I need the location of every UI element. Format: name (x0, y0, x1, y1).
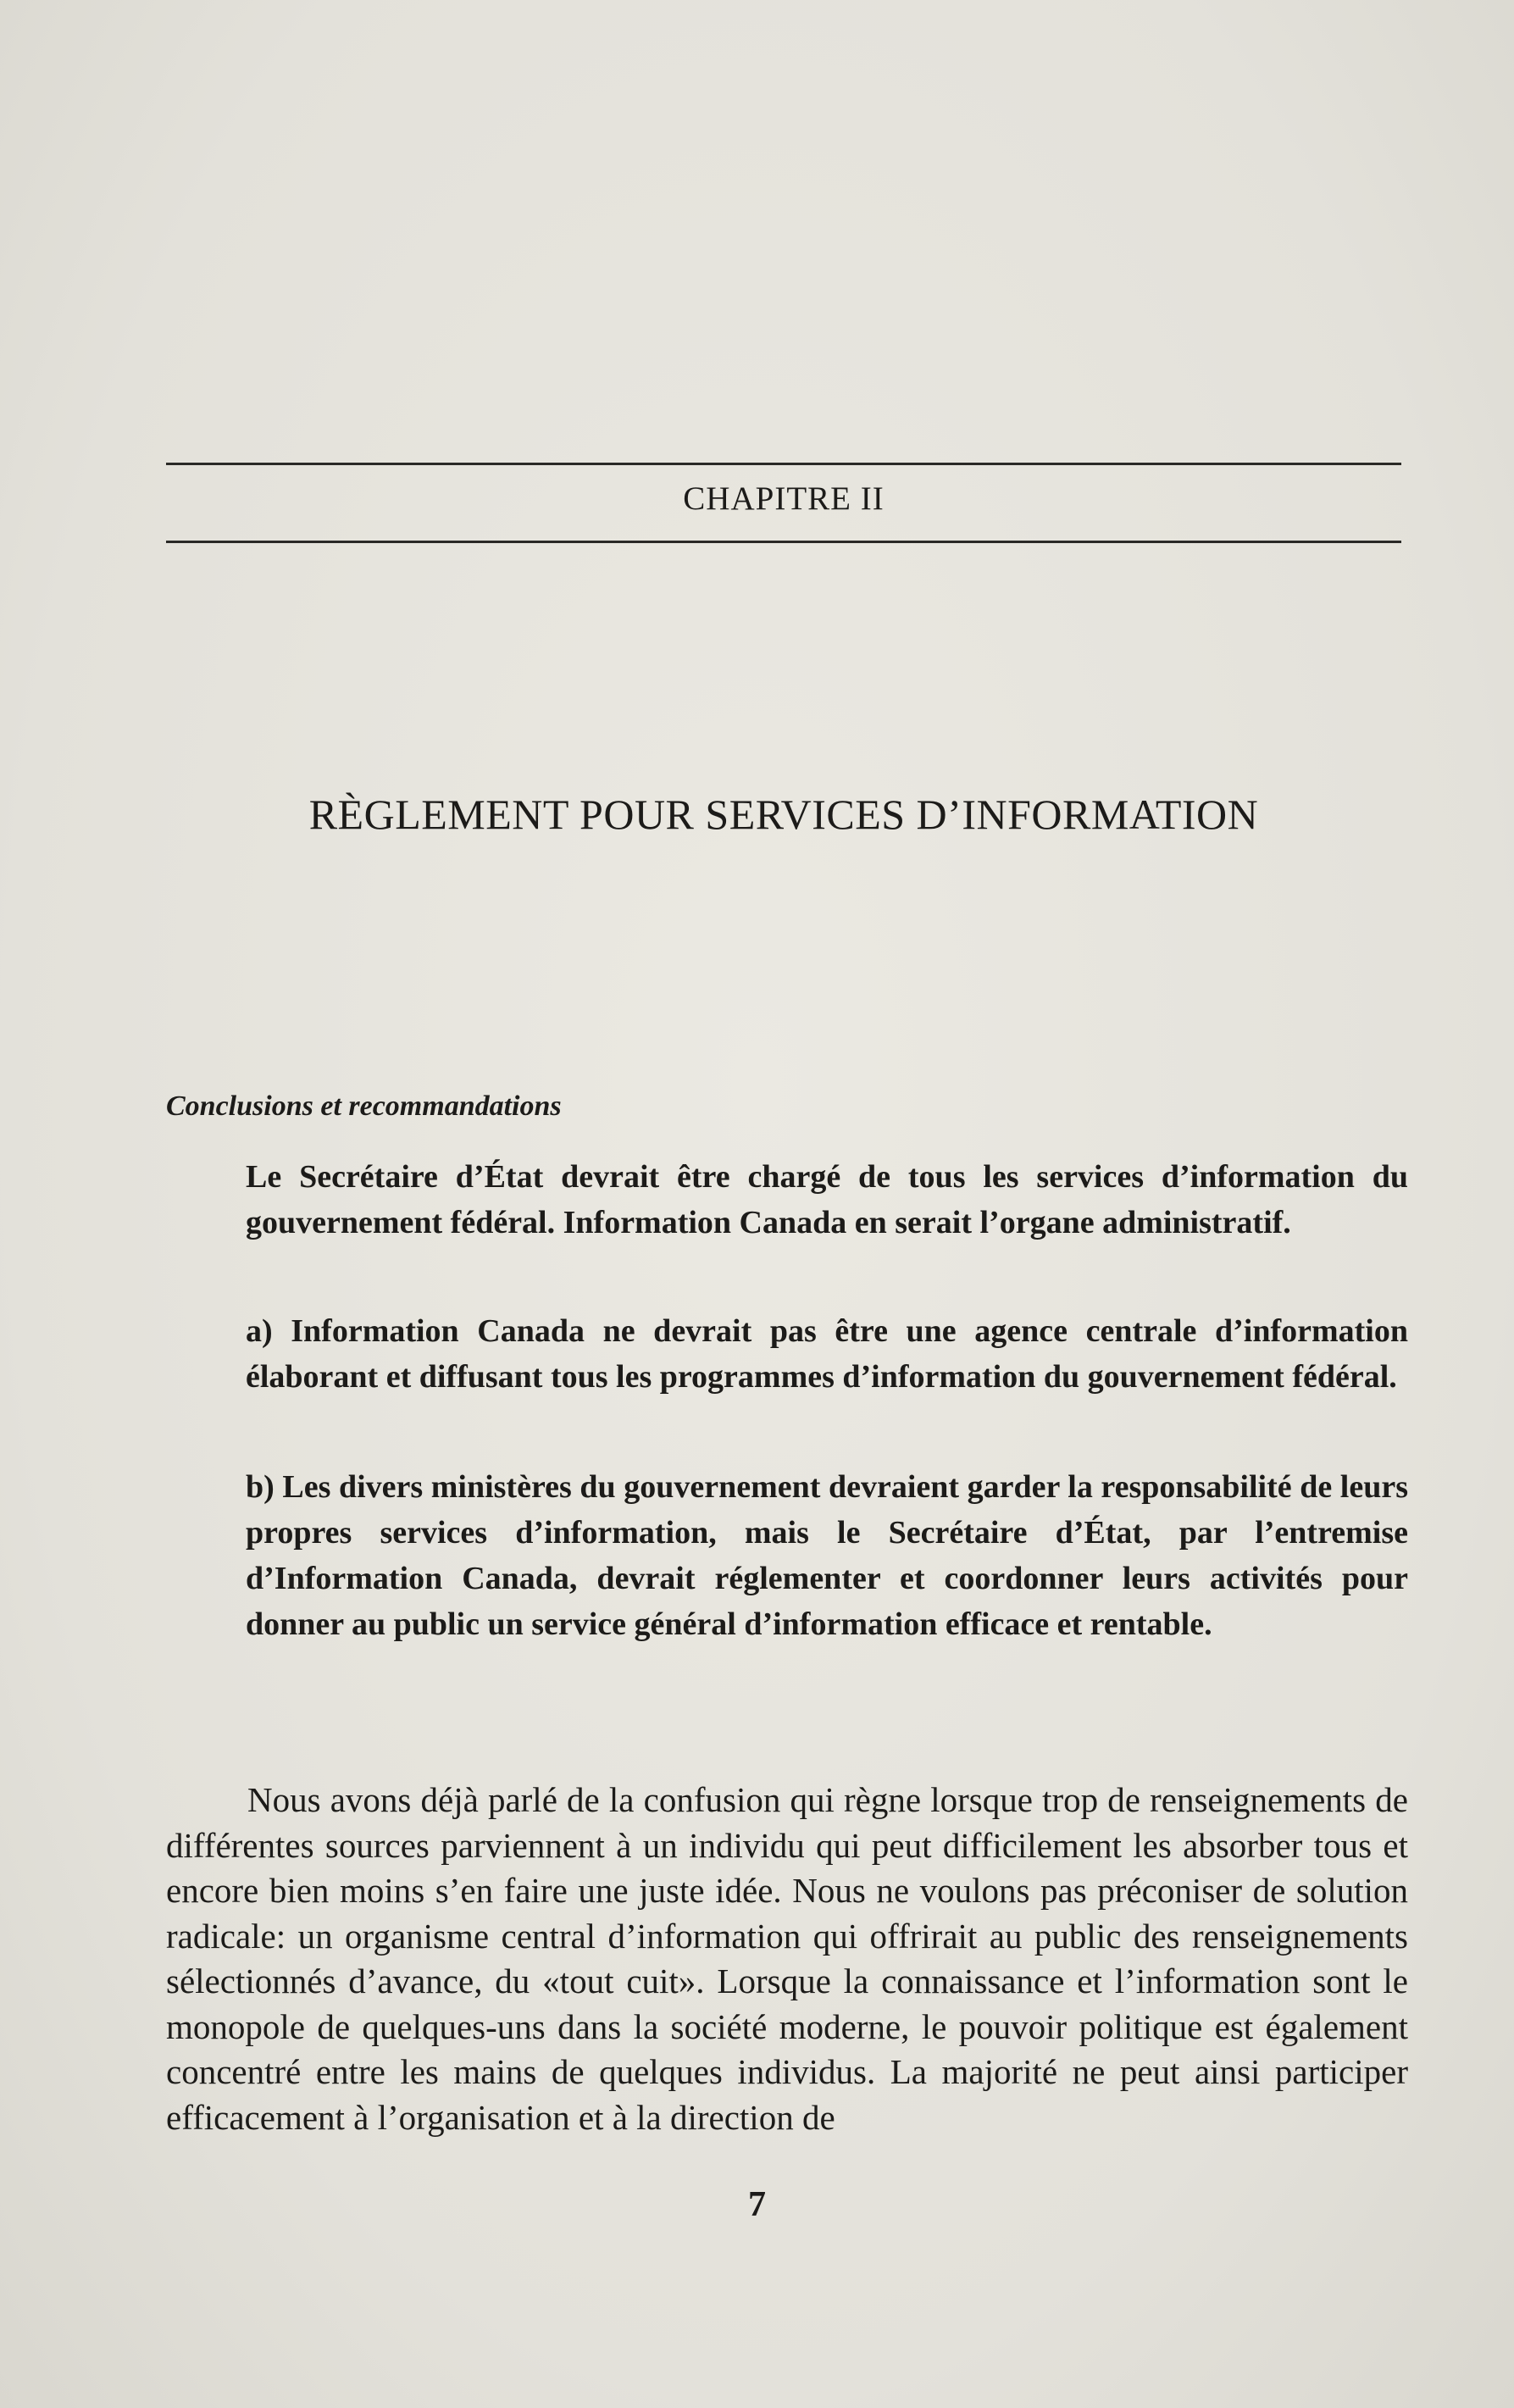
body-paragraph: Nous avons déjà parlé de la confusion qui règne lorsque trop de renseignements de différentes sources parviennent à un individu qui peut difficilement les absorber tous et encore bien moins s’en faire une juste idée. Nous ne voulons pas préconiser de solution radicale: un organisme central d’information qui offrirait au public des renseignements sélectionnés d’avance, du «tout cuit». Lorsque la connaissance et l’information sont le monopole de quelques-uns dans la société moderne, le pouvoir politique est également concentré entre les mains de quelques individus. La majorité ne peut ainsi participer efficacement à l’organisation et à la direction de (166, 1780, 1408, 2137)
conclusions-heading: Conclusions et recommandations (166, 1090, 562, 1122)
recommendation-a: a) Information Canada ne devrait pas être une agence centrale d’information élaborant et diffusant tous les programmes d’information du gouvernement fédéral. (246, 1313, 1408, 1395)
chapter-label: CHAPITRE II (683, 480, 885, 517)
recommendation-main: Le Secrétaire d’État devrait être chargé de tous les services d’information du gouvernement fédéral. Information Canada en serait l’organe administratif. (246, 1159, 1408, 1240)
chapter-top-rule (166, 463, 1401, 465)
recommendation-b: b) Les divers ministères du gouvernement devraient garder la responsabilité de leurs propres services d’information, mais le Secrétaire d’État, par l’entremise d’Information Canada, devrait réglementer et coordonner leurs activités pour donner au public un service général d’information efficace et rentable. (246, 1469, 1408, 1642)
chapter-bottom-rule (166, 541, 1401, 543)
chapter-title: RÈGLEMENT POUR SERVICES D’INFORMATION (308, 791, 1259, 838)
page-number: 7 (748, 2185, 766, 2224)
